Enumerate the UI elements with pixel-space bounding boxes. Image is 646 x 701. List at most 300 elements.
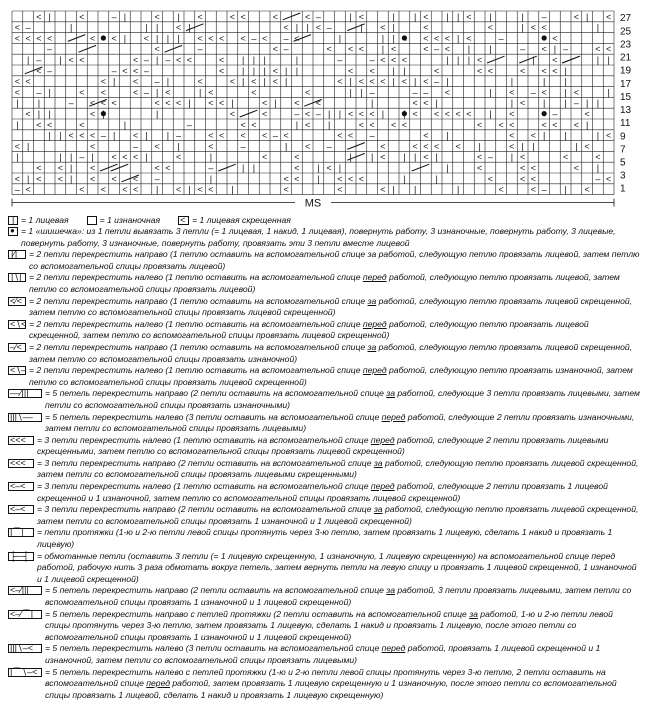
chart-stitch: < <box>605 173 612 184</box>
chart-stitch: < <box>358 44 365 55</box>
chart-stitch: < <box>573 163 580 173</box>
chart-stitch: | <box>564 184 567 195</box>
chart-stitch: | <box>532 55 535 65</box>
chart-stitch: < <box>509 109 515 119</box>
chart-stitch: < <box>175 22 182 33</box>
chart-stitch: < <box>487 173 494 184</box>
chart-stitch: | <box>392 11 395 22</box>
chart-stitch: | <box>596 163 600 173</box>
chart-stitch: | <box>263 65 266 76</box>
chart-stitch: < <box>36 65 42 76</box>
chart-stitch: | <box>241 163 245 173</box>
chart-stitch: < <box>380 184 386 195</box>
chart-stitch: < <box>261 33 268 44</box>
chart-stitch: < <box>218 33 225 44</box>
chart-stitch: < <box>337 184 343 195</box>
chart-stitch: < <box>79 87 85 98</box>
chart-stitch: < <box>487 22 494 33</box>
chart-stitch: | <box>177 141 180 152</box>
legend <box>8 214 640 701</box>
chart-stitch: < <box>337 173 343 184</box>
legend-c5-left-pull: |⌒∖–< = 5 петель перекрестить налево с петлей протяжки (1-ю и 2-ю петли левой спицы протянуть через 3-ю петлю, 2 петли оставить на вспомогательной спице перед работой, затем провязать 1 лицевую скрещенную и 1 изнаночную, после этого петли со вспомогательной спицы провязать 1 лицевой, сделать 1 накид и провязать 1 лицевую скрещенную) <box>10 666 617 700</box>
chart-stitch: < <box>165 98 171 109</box>
chart-stitch: < <box>541 65 547 76</box>
chart-stitch: < <box>57 173 64 184</box>
chart-stitch: < <box>509 119 515 130</box>
chart-stitch: | <box>338 163 342 173</box>
chart-stitch: < <box>509 87 515 98</box>
chart-stitch: < <box>294 152 300 163</box>
chart-stitch: – <box>154 173 160 184</box>
chart-stitch: | <box>327 119 331 130</box>
chart-stitch: < <box>337 130 343 141</box>
chart-stitch: < <box>25 109 31 119</box>
bobble-icon: ● <box>8 227 18 236</box>
legend-c2-left-twisted: <∖< = 2 петли перекрестить налево (1 петлю оставить на вспомогательной спице перед работой, следующую петлю провязать лицевой скрещенной, затем петлю со вспомогательной спицы провязать лицевой скрещенной) <box>10 318 589 341</box>
chart-stitch: – <box>47 65 53 76</box>
chart-stitch: < <box>412 141 418 152</box>
chart-stitch: < <box>283 184 289 195</box>
chart-stitch: < <box>519 65 526 76</box>
chart-stitch: < <box>132 152 139 163</box>
cross-right-twisted-icon: <⁄< <box>8 297 26 306</box>
chart-stitch: | <box>338 33 342 44</box>
chart-stitch: < <box>240 11 246 22</box>
chart-stitch: – <box>25 22 31 33</box>
chart-stitch: < <box>433 141 440 152</box>
chart-stitch: – <box>563 44 569 55</box>
chart-stitch: | <box>145 152 148 163</box>
chart-stitch: < <box>25 184 31 195</box>
legend-knit: = 1 лицевая <box>21 215 69 225</box>
legend-c2-right-twisted: <⁄< = 2 петли перекрестить направо (1 петлю оставить на вспомогательной спице за работой, следующую петлю провязать лицевой скрещенной, затем петлю со вспомогательной спицы провязать лицевой скрещенной) <box>10 295 633 318</box>
chart-stitch: | <box>166 76 170 87</box>
chart-stitch: | <box>381 109 385 119</box>
chart-stitch: – <box>434 44 440 55</box>
chart-stitch: < <box>175 152 182 163</box>
pull-through-icon: |⌒| <box>8 528 34 537</box>
chart-stitch: < <box>283 22 289 33</box>
chart-stitch: | <box>112 130 116 141</box>
chart-stitch: < <box>412 109 418 119</box>
chart-stitch: | <box>521 11 524 22</box>
wrapped-stitches-icon: ├─┤ <box>8 552 34 561</box>
chart-stitch: < <box>132 87 139 98</box>
legend-c3-left-twisted: <<< = 3 петли перекрестить налево (1 петлю оставить на вспомогательной спице перед работой, следующие 2 петли провязать лицевыми скрещенными, затем петлю со вспомогательной спицы провязать лицевой скрещенной) <box>10 434 609 457</box>
chart-stitch: < <box>294 98 300 109</box>
chart-stitch: < <box>315 22 322 33</box>
chart-stitch: – <box>434 76 440 87</box>
chart-stitch: – <box>326 22 332 33</box>
chart-stitch: < <box>380 152 386 163</box>
chart-stitch: | <box>510 152 514 163</box>
chart-stitch: | <box>349 87 352 98</box>
chart-stitch: | <box>403 65 406 76</box>
chart-stitch: | <box>596 98 600 109</box>
chart-stitch: < <box>111 33 117 44</box>
chart-stitch: < <box>122 152 128 163</box>
chart-stitch: | <box>381 44 385 55</box>
chart-stitch: | <box>252 163 256 173</box>
chart-stitch: < <box>519 173 526 184</box>
chart-stitch: < <box>240 119 246 130</box>
chart-stitch: < <box>358 119 365 130</box>
chart-stitch: < <box>595 152 601 163</box>
chart-stitch: < <box>251 119 257 130</box>
chart-stitch: < <box>358 173 365 184</box>
chart-stitch: < <box>111 173 117 184</box>
chart-stitch: < <box>272 76 279 87</box>
chart-stitch: | <box>521 22 524 33</box>
chart-stitch: | <box>392 76 395 87</box>
legend-c2-left-knit: |∖| = 2 петли перекрестить налево (1 петлю оставить на вспомогательной спице перед работой, следующую петлю провязать лицевой, затем петлю со вспомогательной спицы провязать лицевой) <box>8 272 640 295</box>
chart-stitch: < <box>584 184 590 195</box>
chart-stitch: | <box>489 11 492 22</box>
chart-stitch: – <box>240 141 246 152</box>
chart-stitch: < <box>347 109 354 119</box>
chart-stitch: < <box>444 109 451 119</box>
chart-stitch: < <box>294 173 300 184</box>
chart-stitch: < <box>326 44 332 55</box>
cross3-right-twisted-icon: <<< <box>8 459 34 468</box>
chart-stitch: | <box>521 141 524 152</box>
chart-stitch: – <box>47 44 53 55</box>
chart-stitch: – <box>595 173 601 184</box>
chart-stitch: | <box>26 141 30 152</box>
chart-stitch: | <box>317 173 320 184</box>
chart-stitch: | <box>435 152 438 163</box>
chart-stitch: | <box>177 33 180 44</box>
chart-stitch: | <box>392 22 395 33</box>
chart-stitch: | <box>59 55 62 65</box>
chart-stitch: < <box>36 163 42 173</box>
legend-c3-right-twisted: <<< = 3 петли перекрестить направо (2 петли оставить на вспомогательной спице за работой, следующую петлю провязать лицевой скрещенной, затем петли со вспомогательной спицы провязать лицевыми скрещенными) <box>10 457 639 480</box>
chart-stitch: | <box>48 130 51 141</box>
chart-stitch: < <box>229 76 236 87</box>
chart-stitch: < <box>229 11 236 22</box>
cross5-right-pull-icon: <–⁄⌒| <box>8 610 42 619</box>
chart-stitch: < <box>584 141 590 152</box>
chart-stitch: < <box>605 11 612 22</box>
chart-stitch: | <box>349 11 352 22</box>
chart-stitch: | <box>16 119 19 130</box>
chart-stitch: < <box>380 55 386 65</box>
chart-stitch: < <box>165 163 171 173</box>
chart-stitch: < <box>208 130 214 141</box>
chart-stitch: < <box>530 184 537 195</box>
chart-stitch: | <box>241 55 245 65</box>
chart-stitch: | <box>295 55 299 65</box>
chart-stitch: < <box>261 98 268 109</box>
legend-wrapped: ├─┤ = обмотанные петли (оставить 3 петли (= 1 лицевую скрещенную, 1 изнаночную, 1 лицевую скрещенную) на вспомогательной спице перед работой, рабочую нить 3 раза обмотать вокруг петель, затем вернуть петли на левую спицу и провязать 1 лицевой скрещенной, 1 изнаночной и 1 лицевой скрещенной) <box>10 550 637 584</box>
purl-symbol <box>87 216 97 225</box>
chart-stitch: < <box>530 130 537 141</box>
chart-stitch: | <box>295 119 299 130</box>
chart-stitch: < <box>122 65 128 76</box>
chart-stitch: | <box>188 98 191 109</box>
chart-stitch: | <box>166 33 170 44</box>
chart-stitch: | <box>188 22 191 33</box>
chart-stitch: < <box>240 33 246 44</box>
chart-stitch: | <box>274 98 277 109</box>
chart-stitch: – <box>337 55 343 65</box>
chart-stitch: | <box>564 76 567 87</box>
chart-stitch: < <box>347 130 354 141</box>
chart-stitch: | <box>327 109 331 119</box>
chart-stitch: < <box>380 76 386 87</box>
chart-stitch: < <box>79 184 85 195</box>
chart-stitch: – <box>100 130 106 141</box>
chart-stitch: | <box>69 22 73 33</box>
chart-stitch: | <box>435 173 438 184</box>
chart-stitch: – <box>294 109 300 119</box>
chart-stitch: | <box>370 98 374 109</box>
chart-stitch: – <box>326 141 332 152</box>
chart-stitch: < <box>304 119 311 130</box>
chart-stitch: < <box>347 44 354 55</box>
chart-stitch: – <box>111 11 117 22</box>
chart-stitch: < <box>36 11 42 22</box>
cross-right-purl-icon: –⁄< <box>8 343 26 352</box>
chart-stitch: < <box>132 184 139 195</box>
legend-c3-right-mixed: <–< = 3 петли перекрестить направо (2 петли оставить на вспомогательной спице за работой, следующую петлю провязать лицевой скрещенной, затем петли со вспомогательной спицы провязать 1 изнаночной и 1 лицевой скрещенной) <box>10 504 639 526</box>
chart-stitch: | <box>145 130 148 141</box>
chart-stitch: – <box>36 55 42 65</box>
chart-stitch: | <box>564 98 567 109</box>
chart-stitch: < <box>530 173 537 184</box>
chart-stitch: – <box>487 152 493 163</box>
chart-stitch: | <box>48 87 51 98</box>
legend-purl: = 1 изнаночная <box>99 215 161 225</box>
chart-stitch: < <box>283 173 289 184</box>
chart-stitch: < <box>315 98 322 109</box>
row-number: 25 <box>620 26 632 38</box>
bobble-mark <box>542 35 547 40</box>
chart-stitch: | <box>489 44 492 55</box>
bobble-mark <box>101 35 106 40</box>
row-number: 27 <box>620 13 632 25</box>
row-number: 7 <box>620 144 626 156</box>
chart-stitch: < <box>89 173 96 184</box>
chart-stitch: < <box>100 184 107 195</box>
chart-stitch: | <box>542 76 546 87</box>
chart-stitch: < <box>154 98 160 109</box>
chart-stitch: < <box>154 141 160 152</box>
chart-stitch: < <box>261 109 268 119</box>
cross5-left-icon: |||∖–– <box>8 413 42 422</box>
chart-stitch: < <box>46 33 53 44</box>
chart-stitch: < <box>573 87 580 98</box>
chart-stitch: < <box>294 163 300 173</box>
chart-stitch: < <box>240 130 246 141</box>
chart-stitch: | <box>456 11 460 22</box>
chart-stitch: – <box>369 130 375 141</box>
chart-stitch: < <box>552 55 558 65</box>
row-number: 21 <box>620 52 632 64</box>
row-number: 17 <box>620 78 632 90</box>
chart-stitch: < <box>89 109 96 119</box>
chart-stitch: < <box>347 65 354 76</box>
chart-stitch: < <box>272 44 279 55</box>
chart-stitch: < <box>175 55 182 65</box>
chart-stitch: | <box>489 87 492 98</box>
chart-stitch: < <box>519 152 526 163</box>
chart-stitch: | <box>596 22 600 33</box>
chart-stitch: < <box>218 130 225 141</box>
chart-stitch: | <box>69 152 73 163</box>
chart-stitch: < <box>111 98 117 109</box>
chart-stitch: < <box>498 119 504 130</box>
chart-stitch: < <box>304 87 311 98</box>
chart-stitch: | <box>295 65 299 76</box>
chart-stitch: – <box>143 55 149 65</box>
legend-c2-right-purl: –⁄< = 2 петли перекрестить направо (1 петлю оставить на вспомогательной спице за работой, следующую петлю провязать лицевой скрещенной, затем петлю со вспомогательной спицы провязать изнаночной) <box>10 341 633 364</box>
chart-stitch: | <box>456 33 460 44</box>
bobble-mark <box>101 111 106 116</box>
chart-stitch: < <box>509 141 515 152</box>
chart-stitch: | <box>69 163 73 173</box>
chart-stitch: | <box>446 55 449 65</box>
chart-stitch: | <box>241 65 245 76</box>
chart-stitch: | <box>510 76 514 87</box>
chart-stitch: | <box>155 33 159 44</box>
chart-stitch: | <box>413 76 417 87</box>
chart-stitch: < <box>111 152 117 163</box>
chart-stitch: | <box>456 55 460 65</box>
chart-stitch: < <box>401 76 408 87</box>
chart-stitch: < <box>175 184 182 195</box>
chart-stitch: | <box>607 55 610 65</box>
cross-right-icon: |⁄| <box>8 250 26 259</box>
chart-stitch: < <box>455 141 461 152</box>
chart-stitch: – <box>197 44 203 55</box>
chart-stitch: – <box>143 87 149 98</box>
chart-stitch: < <box>476 55 483 65</box>
chart-stitch: | <box>284 65 288 76</box>
chart-stitch: | <box>198 87 202 98</box>
chart-stitch: | <box>26 173 30 184</box>
chart-stitch: < <box>347 173 354 184</box>
chart-stitch: | <box>392 184 395 195</box>
chart-stitch: < <box>605 44 612 55</box>
chart-stitch: < <box>337 76 343 87</box>
chart-stitch: < <box>186 55 193 65</box>
chart-stitch: | <box>360 22 363 33</box>
chart-stitch: < <box>89 141 96 152</box>
chart-stitch: < <box>509 130 515 141</box>
chart-stitch: | <box>392 65 395 76</box>
chart-stitch: | <box>564 130 567 141</box>
chart-stitch: < <box>294 33 300 44</box>
chart-stitch: < <box>530 163 537 173</box>
chart-stitch: | <box>155 55 159 65</box>
chart-stitch: | <box>596 55 600 65</box>
chart-stitch: | <box>69 173 73 184</box>
chart-stitch: < <box>25 33 31 44</box>
chart-stitch: | <box>510 98 514 109</box>
chart-stitch: | <box>91 152 94 163</box>
chart-stitch: | <box>155 109 159 119</box>
chart-stitch: – <box>143 65 149 76</box>
chart-stitch: < <box>68 55 74 65</box>
chart-stitch: < <box>433 109 440 119</box>
chart-stitch: < <box>79 11 85 22</box>
chart-stitch: – <box>133 141 139 152</box>
chart-stitch: – <box>552 109 558 119</box>
chart-stitch: < <box>154 44 160 55</box>
chart-stitch: – <box>530 87 536 98</box>
chart-stitch: | <box>585 11 589 22</box>
chart-stitch: < <box>423 22 429 33</box>
chart-stitch: < <box>476 65 483 76</box>
chart-stitch: | <box>489 109 492 119</box>
chart-stitch: | <box>370 152 374 163</box>
legend-c2-left-purl: <∖– = 2 петли перекрестить налево (1 петлю оставить на вспомогательной спице перед работой, следующую петлю провязать изнаночной, затем петлю со вспомогательной спицы провязать лицевой скрещенной) <box>10 365 633 387</box>
chart-stitch: < <box>36 173 42 184</box>
chart-stitch: | <box>317 163 320 173</box>
chart-stitch: < <box>143 33 150 44</box>
chart-stitch: < <box>283 130 289 141</box>
chart-stitch: < <box>358 109 365 119</box>
chart-stitch: – <box>369 55 375 65</box>
chart-stitch: < <box>476 152 483 163</box>
chart-stitch: | <box>446 11 449 22</box>
chart-stitch: < <box>369 119 375 130</box>
chart-stitch: | <box>392 33 395 44</box>
chart-stitch: | <box>145 22 148 33</box>
legend-c5-left-knit: |||∖–< = 5 петель перекрестить налево (3 петли оставить на вспомогательной спице перед работой, провязать 1 лицевой скрещенной и 1 изнаночной, затем петли со вспомогательной спицы провязать лицевыми) <box>10 643 601 665</box>
chart-stitch: < <box>541 119 547 130</box>
chart-stitch: | <box>112 76 116 87</box>
chart-stitch: | <box>284 76 288 87</box>
legend-c5-right-twisted: <–⁄||| = 5 петель перекрестить направо (2 петли оставить на вспомогательной спице за работой, 3 петли провязать лицевыми, затем петли со вспомогательной спицы провязать 1 изнаночной и 1 лицевой скрещенной) <box>10 585 632 607</box>
chart-stitch: < <box>401 119 408 130</box>
chart-stitch: | <box>231 98 234 109</box>
chart-stitch: < <box>46 119 53 130</box>
row-number: 3 <box>620 170 626 182</box>
chart-stitch: < <box>541 44 547 55</box>
chart-stitch: | <box>231 184 234 195</box>
chart-stitch: < <box>132 130 139 141</box>
cross-left-twisted-icon: <∖< <box>10 318 27 329</box>
chart-stitch: < <box>358 11 365 22</box>
chart-stitch: < <box>218 55 225 65</box>
chart-stitch: – <box>573 98 579 109</box>
chart-stitch: | <box>48 109 51 119</box>
chart-stitch: < <box>380 22 386 33</box>
chart-stitch: < <box>476 163 483 173</box>
chart-stitch: < <box>423 33 429 44</box>
chart-stitch: – <box>154 76 160 87</box>
bobble-mark <box>402 35 407 40</box>
chart-stitch: | <box>467 44 471 55</box>
chart-stitch: < <box>272 11 279 22</box>
chart-stitch: | <box>209 173 213 184</box>
chart-stitch: | <box>413 152 417 163</box>
chart-stitch: | <box>403 173 406 184</box>
chart-stitch: | <box>123 11 127 22</box>
legend-bobble: ● = 1 «шишечка»: из 1 петли вывязать 3 петли (= 1 лицевая, 1 накид, 1 лицевая), повернуть работу, 3 изнаночные, повернуть работу, 3 лицевые, повернуть работу, 3 изнаночные, повернуть работу, провязать эти 3 петли вместе лицевой <box>10 226 616 248</box>
chart-stitch: < <box>79 55 85 65</box>
chart-stitch: < <box>412 98 418 109</box>
chart-stitch: | <box>360 87 363 98</box>
chart-stitch: | <box>59 130 62 141</box>
chart-stitch: – <box>14 184 20 195</box>
chart-stitch: < <box>605 130 612 141</box>
chart-stitch: < <box>573 11 580 22</box>
chart-stitch: | <box>596 130 600 141</box>
chart-stitch: < <box>304 109 311 119</box>
